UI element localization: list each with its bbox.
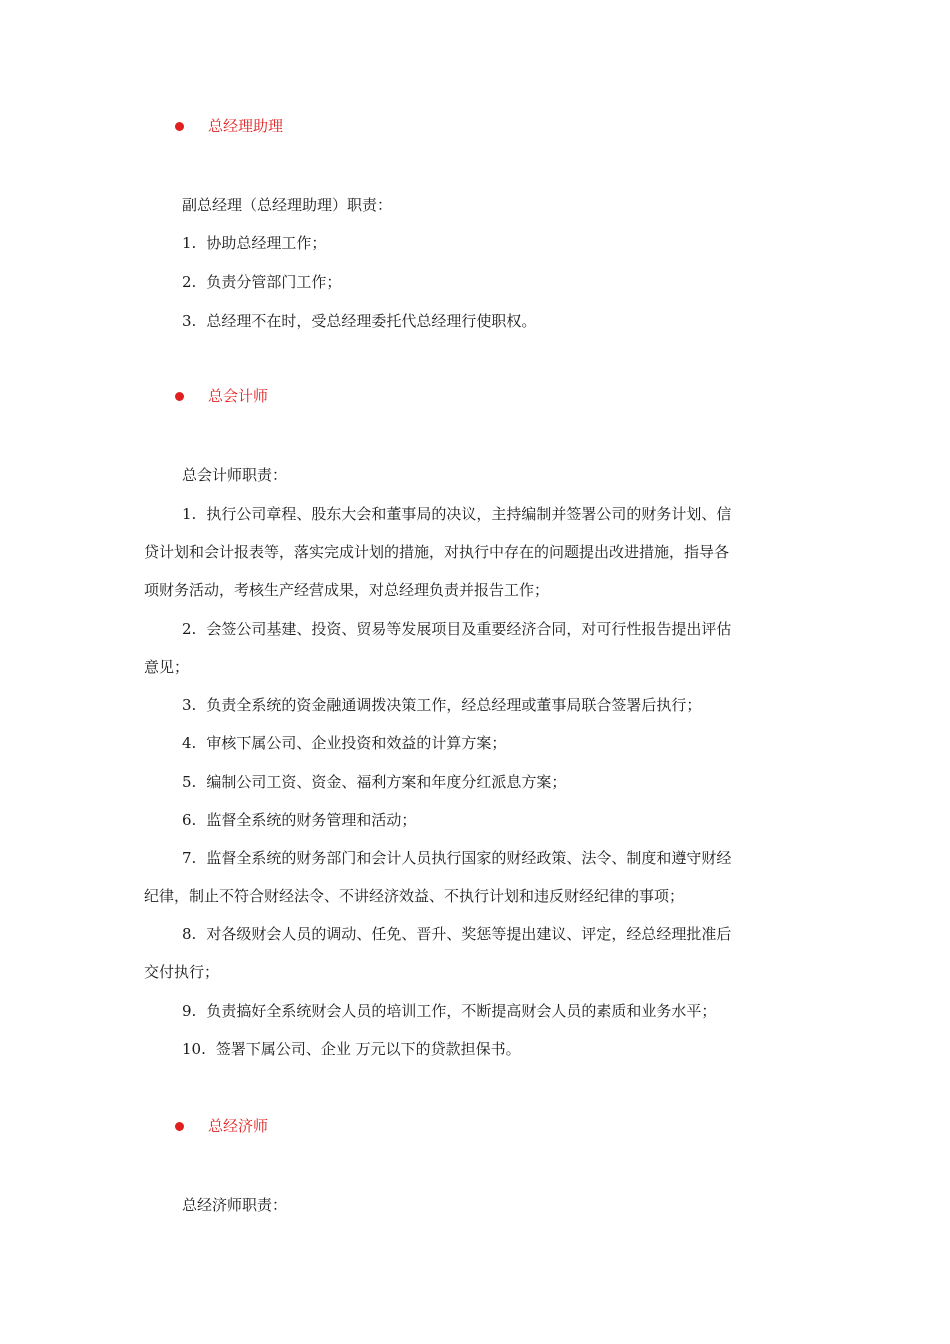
section-heading-assistant-gm	[175, 114, 283, 138]
list-item	[182, 770, 566, 794]
section-heading-chief-accountant	[175, 384, 268, 408]
item-text: 会签公司基建、投资、贸易等发展项目及重要经济合同，对可行性报告提出评估	[206, 620, 732, 638]
heading-text: 总经理助理	[208, 117, 284, 135]
item-text: 审核下属公司、企业投资和效益的计算方案；	[206, 734, 507, 752]
item-number: 4.	[182, 734, 197, 752]
red-bullet-icon	[175, 1122, 184, 1131]
item-continuation: 意见；	[144, 658, 190, 676]
list-item	[182, 617, 731, 641]
section-intro: 总经济师职责：	[182, 1196, 288, 1214]
list-item	[182, 731, 506, 755]
item-number: 1.	[182, 234, 197, 252]
section-intro: 副总经理（总经理助理）职责：	[182, 196, 393, 214]
list-item	[182, 999, 716, 1023]
item-text: 负责搞好全系统财会人员的培训工作，不断提高财会人员的素质和业务水平；	[206, 1002, 717, 1020]
list-item	[182, 693, 701, 717]
item-text: 编制公司工资、资金、福利方案和年度分红派息方案；	[206, 773, 567, 791]
item-continuation: 项财务活动，考核生产经营成果，对总经理负责并报告工作；	[144, 581, 550, 599]
item-text: 负责全系统的资金融通调拨决策工作，经总经理或董事局联合签署后执行；	[206, 696, 702, 714]
item-number: 5.	[182, 773, 197, 791]
item-continuation: 贷计划和会计报表等，落实完成计划的措施，对执行中存在的问题提出改进措施，指导各	[144, 543, 730, 561]
item-number: 1.	[182, 505, 197, 523]
item-text: 签署下属公司、企业 万元以下的贷款担保书。	[215, 1040, 521, 1058]
list-item	[182, 808, 416, 832]
item-number: 10.	[182, 1040, 206, 1058]
item-text: 负责分管部门工作；	[206, 273, 342, 291]
item-continuation: 交付执行；	[144, 963, 220, 981]
item-number: 6.	[182, 811, 197, 829]
item-text: 协助总经理工作；	[206, 234, 327, 252]
item-text: 对各级财会人员的调动、任免、晋升、奖惩等提出建议、评定，经总经理批准后	[206, 925, 732, 943]
item-number: 8.	[182, 925, 197, 943]
item-number: 7.	[182, 849, 197, 867]
item-number: 3.	[182, 312, 197, 330]
red-bullet-icon	[175, 392, 184, 401]
heading-text: 总经济师	[208, 1117, 269, 1135]
list-item	[182, 846, 731, 870]
section-intro: 总会计师职责：	[182, 466, 288, 484]
item-number: 3.	[182, 696, 197, 714]
list-item	[182, 270, 341, 294]
list-item	[182, 502, 731, 526]
section-heading-chief-economist	[175, 1114, 268, 1138]
item-continuation: 纪律，制止不符合财经法令、不讲经济效益、不执行计划和违反财经纪律的事项；	[144, 887, 685, 905]
list-item	[182, 309, 536, 333]
list-item	[182, 1037, 521, 1061]
list-item	[182, 231, 326, 255]
item-text: 执行公司章程、股东大会和董事局的决议，主持编制并签署公司的财务计划、信	[206, 505, 732, 523]
item-number: 9.	[182, 1002, 197, 1020]
item-text: 监督全系统的财务管理和活动；	[206, 811, 417, 829]
heading-text: 总会计师	[208, 387, 269, 405]
item-text: 监督全系统的财务部门和会计人员执行国家的财经政策、法令、制度和遵守财经	[206, 849, 732, 867]
item-number: 2.	[182, 273, 197, 291]
item-number: 2.	[182, 620, 197, 638]
red-bullet-icon	[175, 122, 184, 131]
item-text: 总经理不在时，受总经理委托代总经理行使职权。	[206, 312, 537, 330]
list-item	[182, 922, 731, 946]
